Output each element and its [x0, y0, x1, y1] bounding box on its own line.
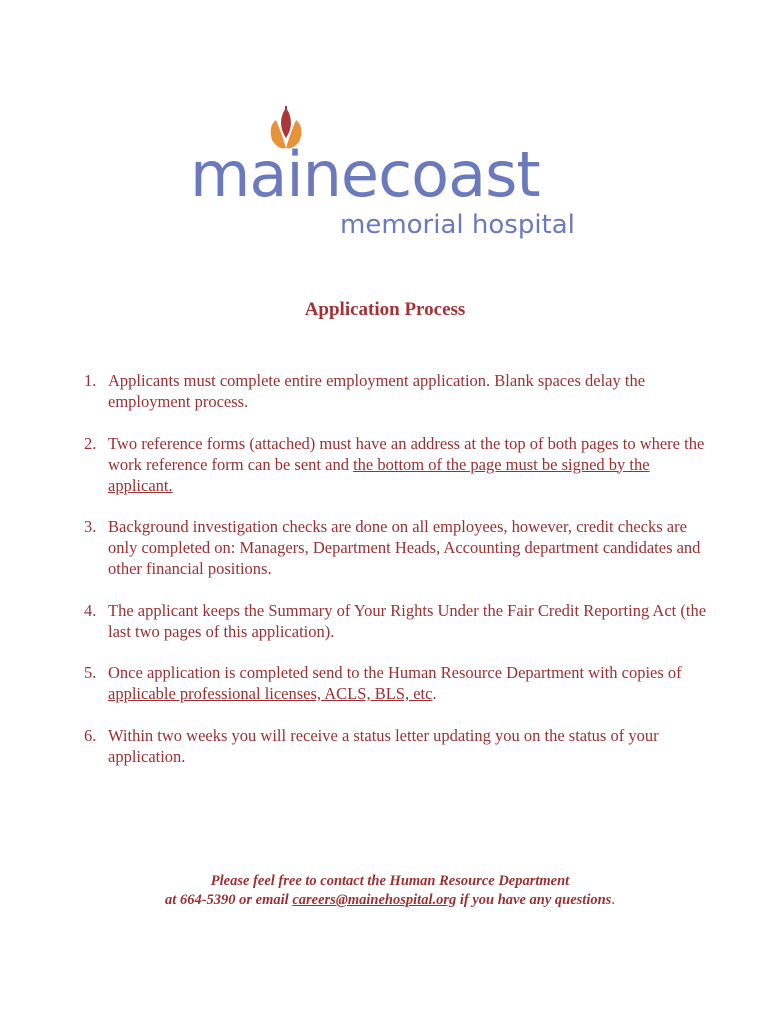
step-number: 5.: [84, 663, 97, 682]
list-item: [84, 433, 714, 496]
logo-subtitle: memorial hospital: [340, 210, 575, 240]
logo-word-left: mai: [190, 138, 303, 211]
step-text-underlined: the bottom of the page must be signed by the applicant.: [108, 454, 650, 495]
step-number: 6.: [84, 725, 97, 745]
list-item: [84, 370, 714, 412]
hospital-logo: [190, 98, 590, 248]
step-number: 3.: [84, 517, 97, 536]
email-link[interactable]: careers@mainehospital.org: [292, 892, 457, 908]
list-item: [84, 662, 714, 704]
logo-word-right: necoast: [302, 138, 540, 211]
step-number: 1.: [84, 371, 97, 390]
page-title: Application Process: [304, 299, 466, 320]
list-item: [84, 725, 714, 767]
step-number: 2.: [84, 433, 97, 453]
footer-line-1: Please feel free to contact the Human Resource Department: [210, 873, 570, 889]
footer-trailing-text: if you have any questions: [456, 892, 612, 908]
footer-line-2: [0, 891, 770, 910]
footer-phone-text: at 664-5390 or email: [165, 892, 293, 908]
step-number: 4.: [84, 600, 97, 620]
step-text-end: .: [432, 684, 437, 703]
list-item: [84, 600, 714, 642]
step-text: Background investigation checks are done on all employees, however, credit checks are only completed on: Managers, Department Heads, Accounting department candidates and other financial positions.: [108, 517, 701, 578]
step-text: Applicants must complete entire employment application. Blank spaces delay the employment process.: [108, 371, 646, 411]
step-text: The applicant keeps the Summary of Your Rights Under the Fair Credit Reporting Act (the last two pages of this application).: [108, 600, 707, 641]
logo-wordmark: [190, 140, 540, 210]
steps-list: [84, 370, 714, 787]
step-text: Two reference forms (attached) must have an address at the top of both pages to where the work reference form can be sent and: [108, 433, 705, 474]
step-text: Within two weeks you will receive a status letter updating you on the status of your application.: [108, 725, 659, 766]
list-item: [84, 516, 714, 579]
footer-period: .: [611, 892, 615, 908]
step-text: Once application is completed send to the Human Resource Department with copies of: [108, 663, 682, 682]
step-text-underlined: applicable professional licenses, ACLS, BLS, etc: [108, 684, 433, 703]
contact-footer: [0, 872, 770, 910]
